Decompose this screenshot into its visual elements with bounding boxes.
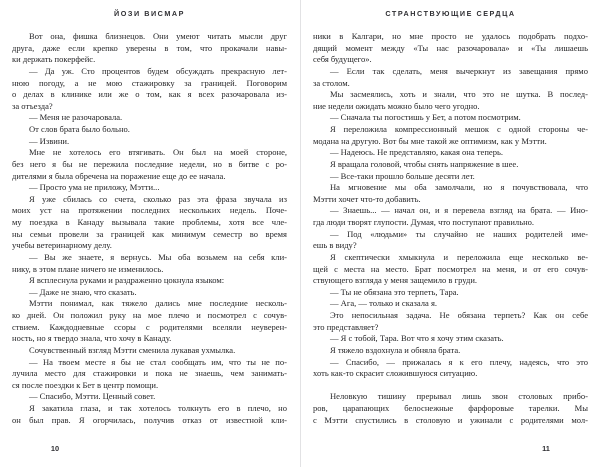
text-line: Я вращала головой, чтобы снять напряжение в шее. bbox=[330, 158, 519, 169]
text-line: лучила место для стажировки и пока не знаешь, чем занимать- bbox=[12, 368, 287, 379]
text-line: Мы засмеялись, хоть и знали, что это не шутка. В послед- bbox=[330, 89, 588, 100]
text-line: учебы ветеринарному делу. bbox=[12, 240, 112, 251]
text-line: ки держать покерфейс. bbox=[12, 54, 96, 65]
text-line: это представляет? bbox=[313, 321, 379, 332]
text-line: нюю погоду, а не мою стажировку за границей. Поговорим bbox=[12, 77, 287, 88]
running-head-right: СТРАНСТВУЮЩИЕ СЕРДЦА bbox=[385, 9, 516, 18]
text-line: ся после поездки к Бет в центр помощи. bbox=[12, 379, 159, 390]
text-line: дящий момент между «Ты нас разочаровала» и «Ты лишаешь bbox=[313, 42, 588, 53]
text-line: Я закатила глаза, и так хотелось толкнуть его в плечо, но bbox=[29, 403, 287, 413]
text-line: — Меня не разочаровала. bbox=[29, 112, 123, 123]
text-line: — Спасибо, Мэтти. Ценный совет. bbox=[29, 391, 156, 402]
body-text-left bbox=[12, 31, 287, 426]
text-line: щей с места на место. Брат посмотрел на меня, и от его сочув- bbox=[313, 263, 588, 274]
text-line: ние недели ожидать можно было чего угодно. bbox=[313, 100, 480, 111]
text-line: — Все-таки прошло больше десяти лет. bbox=[330, 170, 475, 181]
text-line: ствующего взгляда у меня защемило в груди. bbox=[313, 275, 478, 286]
page-number-left: 10 bbox=[50, 444, 60, 453]
text-line: — Вы же знаете, я вернусь. Мы оба возьмем на себя кли- bbox=[29, 251, 287, 262]
text-line: Вот она, фишка близнецов. Они умеют читать мысли друг bbox=[29, 31, 287, 41]
page-number-right: 11 bbox=[542, 444, 550, 453]
text-line: — Извини. bbox=[29, 135, 70, 146]
text-line: ники в Калгари, но мне просто не удалось подобрать подхо- bbox=[313, 31, 588, 41]
text-line: — Даже не знаю, что сказать. bbox=[29, 286, 137, 297]
text-line: без него я бы не пережила последние недели, но в битве с ро- bbox=[12, 158, 287, 169]
page-right bbox=[300, 0, 600, 467]
text-line: — Ага, — только и сказала я. bbox=[330, 298, 438, 309]
body-text-right bbox=[313, 31, 588, 426]
text-line: ров, царапающих белоснежные фарфоровые тарелки. Мы bbox=[313, 402, 588, 413]
paragraph-spacer bbox=[313, 380, 588, 392]
text-line: — Да уж. Сто процентов будем обсуждать прекрасную лет- bbox=[29, 65, 287, 76]
text-line: — Под «людьми» ты случайно не наших родителей име- bbox=[330, 228, 588, 239]
text-line: ны семьи провели за границей как минимум семестр во время bbox=[12, 228, 287, 239]
text-line: му поездка в Канаду вызывала такие проблемы, хотя все чле- bbox=[12, 217, 287, 227]
text-line: ко дней. Он положил руку на мое плечо и посмотрел с сочув- bbox=[12, 310, 287, 320]
text-line: с Мэтти спустились в столовую и ужинали с родителями мол- bbox=[313, 414, 588, 425]
text-line: нику, в этом плане ничего не изменилось. bbox=[12, 263, 164, 274]
text-line: за столом. bbox=[313, 77, 350, 88]
text-line: На мгновение мы оба замолчали, но я почувствовала, что bbox=[330, 182, 588, 193]
text-line: От слов брата было больно. bbox=[29, 124, 130, 134]
text-line: — Просто ума не приложу, Мэтти... bbox=[29, 182, 160, 193]
text-line: — Сначала ты погостишь у Бет, а потом посмотрим. bbox=[330, 112, 521, 123]
text-line: Я тяжело вздохнула и обняла брата. bbox=[330, 344, 461, 355]
page-gutter-divider bbox=[300, 0, 301, 467]
text-line: — Спасибо, — прижалась я к его плечу, надеясь, что это bbox=[330, 356, 588, 367]
running-head-left: ЙОЗИ ВИСМАР bbox=[114, 9, 185, 18]
text-line: — Знаешь... — начал он, и я перевела взгляд на брата. — Ино- bbox=[330, 205, 588, 216]
text-line: за отъезда? bbox=[12, 100, 53, 111]
text-line: ешь в виду? bbox=[313, 240, 357, 251]
text-line: Мэтти хочет что-то добавить. bbox=[313, 193, 421, 204]
text-line: друга, даже если крепко уверены в том, что прокачали навы- bbox=[12, 42, 287, 53]
text-line: — Ты не обязана это терпеть, Тара. bbox=[330, 286, 459, 297]
text-line: — Если так сделать, меня вычеркнут из завещания прямо bbox=[330, 65, 588, 76]
text-line: себя будущего». bbox=[313, 54, 372, 65]
text-line: моих уст на протяжении последних нескольких недель. Поче- bbox=[12, 205, 287, 216]
text-line: Я переложила компрессионный мешок с одной стороны че- bbox=[330, 124, 588, 134]
text-line: Сочувственный взгляд Мэтти сменила лукавая ухмылка. bbox=[29, 344, 236, 355]
text-line: — Надеюсь. Не представляю, какая она теперь. bbox=[330, 147, 504, 158]
text-line: модана на другую. Вот бы мне такой же оптимизм, как у Мэтти. bbox=[313, 135, 547, 146]
text-line: Я уже сбилась со счета, сколько раз эта фраза звучала из bbox=[29, 193, 287, 204]
text-line: хоть как-то скрасит сложившуюся ситуацию. bbox=[313, 368, 478, 379]
text-line: — Я с тобой, Тара. Вот что я хочу этим сказать. bbox=[330, 333, 504, 344]
text-line: Мэтти понимал, как тяжело дались мне последние несколь- bbox=[29, 298, 287, 309]
text-line: ность, но я твердо знала, что хочу в Канаду. bbox=[12, 333, 172, 344]
text-line: дителями я была обречена на поражение еще до ее начала. bbox=[12, 170, 226, 181]
text-line: Неловкую тишину прерывал лишь звон столовых прибо- bbox=[330, 391, 588, 402]
text-line: о делах в клинике или же о том, как я всех разочаровала из- bbox=[12, 89, 287, 100]
text-line: ствием. Каждодневные ссоры с родителями вселяли неуверен- bbox=[12, 321, 287, 332]
text-line: — На твоем месте я бы не стал сообщать им, что ты не по- bbox=[29, 356, 287, 367]
text-line: Это непосильная задача. Не обязана терпеть? Как он себе bbox=[330, 310, 588, 320]
text-line: Мне не хотелось его втягивать. Он был на моей стороне, bbox=[29, 147, 287, 158]
text-line: Я скептически хмыкнула и переложила еще несколько ве- bbox=[330, 251, 588, 262]
text-line: Я всплеснула руками и раздраженно цокнула языком: bbox=[29, 275, 225, 286]
text-line: гда люди творят глупости. Думая, что поступают правильно. bbox=[313, 217, 535, 227]
text-line: он был прав. Я огорчилась, получив отказ от известной кли- bbox=[12, 414, 287, 425]
